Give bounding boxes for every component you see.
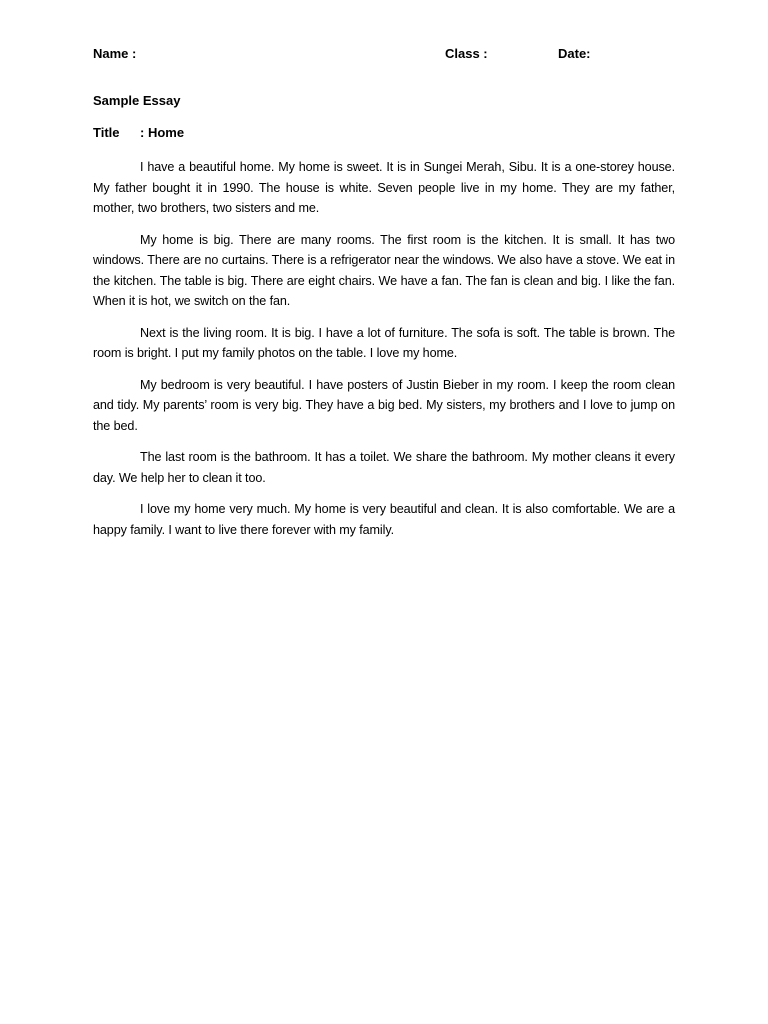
essay-heading: Sample Essay: [93, 93, 181, 108]
essay-paragraph: I have a beautiful home. My home is sweet. It is in Sungei Merah, Sibu. It is a one-storey house. My father bought it in 1990. The house is white. Seven people live in my home. They are my father, mother, two brothers, two sisters and me.: [93, 160, 675, 215]
essay-paragraph: The last room is the bathroom. It has a toilet. We share the bathroom. My mother cleans it every day. We help her to clean it too.: [93, 450, 675, 485]
essay-title-row: [93, 125, 184, 140]
header-row: [93, 46, 675, 64]
essay-body: [93, 157, 675, 551]
title-label: Title: [93, 125, 120, 140]
essay-paragraph: My bedroom is very beautiful. I have posters of Justin Bieber in my room. I keep the room clean and tidy. My parents’ room is very big. They have a big bed. My sisters, my brothers and I love to jump on the bed.: [93, 377, 675, 433]
essay-paragraph: Next is the living room. It is big. I have a lot of furniture. The sofa is soft. The table is brown. The room is bright. I put my family photos on the table. I love my home.: [93, 325, 675, 360]
essay-paragraph: I love my home very much. My home is very beautiful and clean. It is also comfortable. We are a happy family. I want to live there forever with my family.: [93, 502, 675, 537]
name-label: Name :: [93, 46, 137, 61]
date-label: Date:: [558, 46, 591, 61]
class-label: Class :: [445, 46, 488, 61]
title-value: : Home: [140, 125, 185, 140]
essay-paragraph: My home is big. There are many rooms. The first room is the kitchen. It is small. It has two windows. There are no curtains. There is a refrigerator near the windows. We also have a stove. We eat in the kitchen. The table is big. There are eight chairs. We have a fan. The fan is clean and big. I like the fan. When it is hot, we switch on the fan.: [93, 232, 675, 308]
